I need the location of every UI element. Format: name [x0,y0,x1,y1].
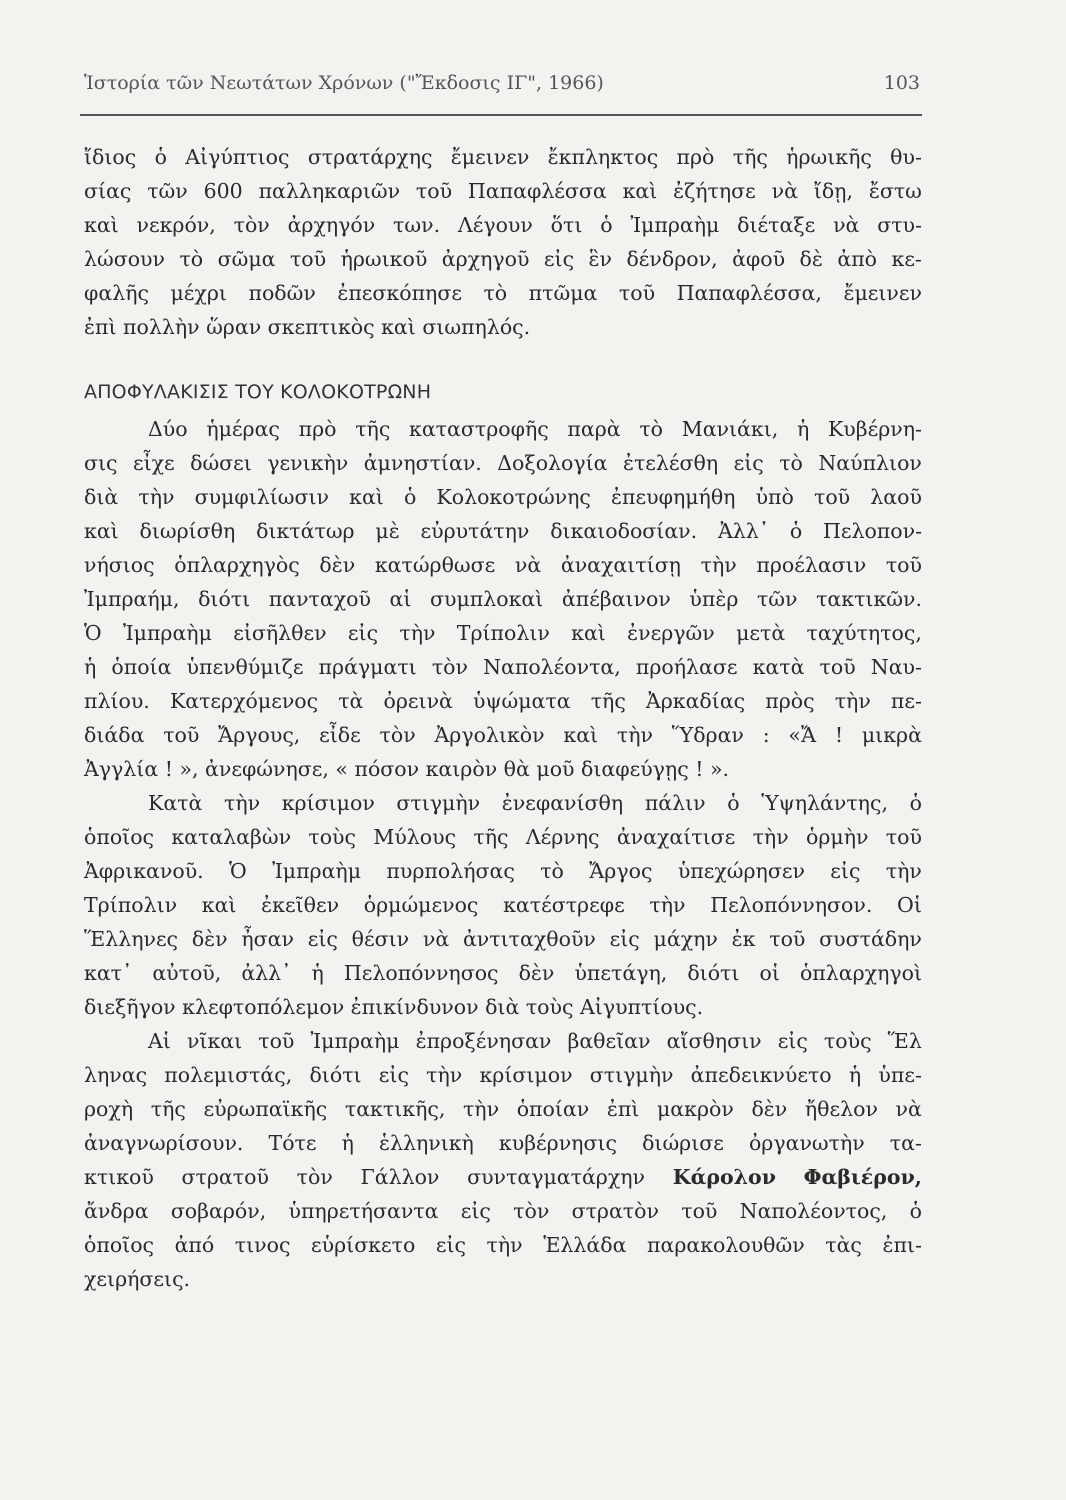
text-line: ἴδιος ὁ Αἰγύπτιος στρατάρχης ἔμεινεν ἔκπληκτος πρὸ τῆς ἡρωικῆς θυ- [84,145,922,169]
text-line: σις εἶχε δώσει γενικὴν ἀμνηστίαν. Δοξολογία ἐτελέσθη εἰς τὸ Ναύπλιον [84,451,922,475]
text-line: Ὁ Ἰμπραὴμ εἰσῆλθεν εἰς τὴν Τρίπολιν καὶ ἐνεργῶν μετὰ ταχύτητος, [84,621,922,645]
section-heading: ΑΠΟΦΥΛΑΚΙΣΙΣ ΤΟΥ ΚΟΛΟΚΟΤΡΩΝΗ [84,381,432,403]
text-line: ἀναγνωρίσουν. Τότε ἡ ἑλληνικὴ κυβέρνησις διώρισε ὀργανωτὴν τα- [84,1131,922,1155]
text-line: ὁποῖος ἀπό τινος εὑρίσκετο εἰς τὴν Ἑλλάδα παρακολουθῶν τὰς ἐπι- [84,1233,922,1257]
paragraph-3 [84,786,922,1024]
text-line: Αἱ νῖκαι τοῦ Ἰμπραὴμ ἐπροξένησαν βαθεῖαν αἴσθησιν εἰς τοὺς Ἕλ [148,1029,922,1053]
text-line: σίας τῶν 600 παλληκαριῶν τοῦ Παπαφλέσσα καὶ ἐζήτησε νὰ ἴδῃ, ἔστω [84,179,922,203]
text-line: Δύο ἡμέρας πρὸ τῆς καταστροφῆς παρὰ τὸ Μανιάκι, ἡ Κυβέρνη- [148,417,922,441]
text-line: Τρίπολιν καὶ ἐκεῖθεν ὁρμώμενος κατέστρεφε τὴν Πελοπόννησον. Οἱ [84,893,922,917]
text-line: διάδα τοῦ Ἄργους, εἶδε τὸν Ἀργολικὸν καὶ τὴν Ὕδραν : «Ἄ ! μικρὰ [84,723,922,747]
paragraph-2 [84,412,922,786]
text-line-with-name: κτικοῦ στρατοῦ τὸν Γάλλον συνταγματάρχην Κάρολον Φαβιέρον, [84,1165,922,1189]
text-line: φαλῆς μέχρι ποδῶν ἐπεσκόπησε τὸ πτῶμα τοῦ Παπαφλέσσα, ἔμεινεν [84,281,922,305]
text-line: Ἀγγλία ! », ἀνεφώνησε, « πόσον καιρὸν θὰ μοῦ διαφεύγῃς ! ». [84,757,730,781]
text-line: Ἀφρικανοῦ. Ὁ Ἰμπραὴμ πυρπολήσας τὸ Ἄργος ὑπεχώρησεν εἰς τὴν [84,859,922,883]
text-line: ἡ ὁποία ὑπενθύμιζε πράγματι τὸν Ναπολέοντα, προήλασε κατὰ τοῦ Ναυ- [84,655,922,679]
text-line: ληνας πολεμιστάς, διότι εἰς τὴν κρίσιμον στιγμὴν ἀπεδεικνύετο ἡ ὑπε- [84,1063,922,1087]
text-line: διεξῆγον κλεφτοπόλεμον ἐπικίνδυνον διὰ τοὺς Αἰγυπτίους. [84,995,704,1019]
text-line: κατ᾽ αὐτοῦ, ἀλλ᾽ ἡ Πελοπόννησος δὲν ὑπετάγη, διότι οἱ ὁπλαρχηγοὶ [84,961,922,985]
text-line: καὶ νεκρόν, τὸν ἀρχηγόν των. Λέγουν ὅτι ὁ Ἰμπραὴμ διέταξε νὰ στυ- [84,213,922,237]
text-line: διὰ τὴν συμφιλίωσιν καὶ ὁ Κολοκοτρώνης ἐπευφημήθη ὑπὸ τοῦ λαοῦ [84,485,922,509]
running-header-title: Ἱστορία τῶν Νεωτάτων Χρόνων ("Ἔκδοσις ΙΓ", 1966) [84,72,604,94]
text-line: Κατὰ τὴν κρίσιμον στιγμὴν ἐνεφανίσθη πάλιν ὁ Ὑψηλάντης, ὁ [148,791,922,815]
text-line: λώσουν τὸ σῶμα τοῦ ἡρωικοῦ ἀρχηγοῦ εἰς ἓν δένδρον, ἀφοῦ δὲ ἀπὸ κε- [84,247,922,271]
text-line: ἐπὶ πολλὴν ὥραν σκεπτικὸς καὶ σιωπηλός. [84,315,531,339]
page-number: 103 [883,72,920,94]
text-line: ροχὴ τῆς εὐρωπαϊκῆς τακτικῆς, τὴν ὁποίαν ἐπὶ μακρὸν δὲν ἤθελον νὰ [84,1097,922,1121]
text-line: καὶ διωρίσθη δικτάτωρ μὲ εὐρυτάτην δικαιοδοσίαν. Ἀλλ᾽ ὁ Πελοπον- [84,519,922,543]
text-line: ἄνδρα σοβαρόν, ὑπηρετήσαντα εἰς τὸν στρατὸν τοῦ Ναπολέοντος, ὁ [84,1199,922,1223]
text-line: Ἕλληνες δὲν ἦσαν εἰς θέσιν νὰ ἀντιταχθοῦν εἰς μάχην ἐκ τοῦ συστάδην [84,927,922,951]
text-line: πλίου. Κατερχόμενος τὰ ὀρεινὰ ὑψώματα τῆς Ἀρκαδίας πρὸς τὴν πε- [84,689,922,713]
paragraph-1 [84,140,922,344]
paragraph-4 [84,1024,922,1296]
header-rule [80,114,922,116]
text-line: χειρήσεις. [84,1267,191,1291]
text-line: ὁποῖος καταλαβὼν τοὺς Μύλους τῆς Λέρνης ἀναχαίτισε τὴν ὁρμὴν τοῦ [84,825,922,849]
text-line: νήσιος ὁπλαρχηγὸς δὲν κατώρθωσε νὰ ἀναχαιτίσῃ τὴν προέλασιν τοῦ [84,553,922,577]
body-text [84,140,922,1296]
text-line: Ἰμπραήμ, διότι πανταχοῦ αἱ συμπλοκαὶ ἀπέβαινον ὑπὲρ τῶν τακτικῶν. [84,587,922,611]
